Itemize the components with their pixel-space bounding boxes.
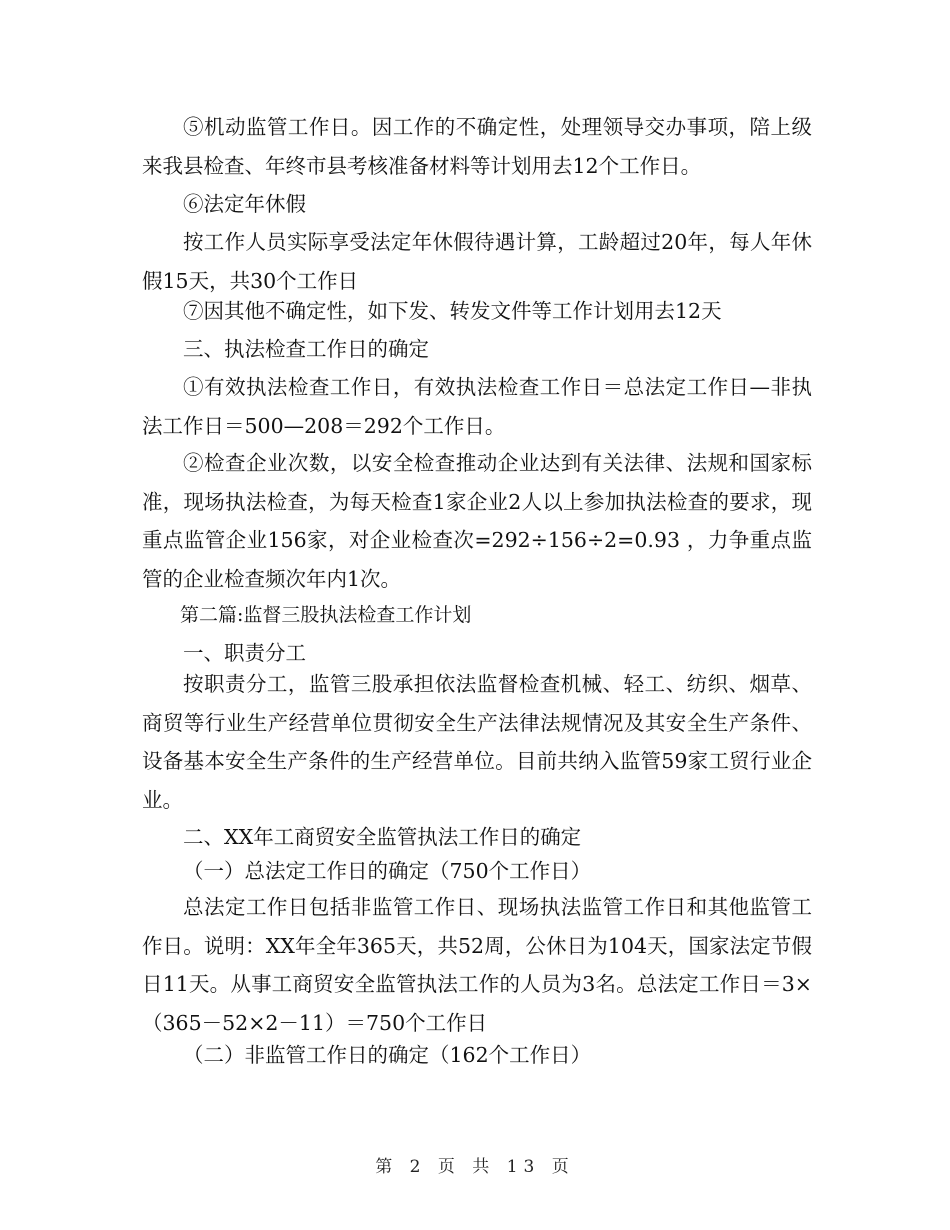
chapter-heading-second-article: 第二篇:监督三股执法检查工作计划 [180,604,472,626]
paragraph-effective-inspection-days: ①有效执法检查工作日，有效执法检查工作日＝总法定工作日—非执法工作日＝500—208＝292个工作日。 [142,375,812,438]
paragraph-inspection-count: ②检查企业次数，以安全检查推动企业达到有关法律、法规和国家标准，现场执法检查，为每天检查1家企业2人以上参加执法检查的要求，现重点监管企业156家，对企业检查次=292÷156÷2=0.93 ，力争重点监管的企业检查频次年内1次。 [142,451,812,591]
section-heading-workday-determination: 二、XX年工商贸安全监管执法工作日的确定 [183,825,582,849]
paragraph-annual-leave-detail: 按工作人员实际享受法定年休假待遇计算，工龄超过20年，每人年休假15天，共30个工作日 [142,230,812,293]
page-footer: 第 2 页 共 13 页 [375,1157,575,1177]
paragraph-other-uncertainty: ⑦因其他不确定性，如下发、转发文件等工作计划用去12天 [183,299,722,323]
section-heading-responsibilities: 一、职责分工 [183,641,306,665]
paragraph-mobile-supervision-days: ⑤机动监管工作日。因工作的不确定性，处理领导交办事项，陪上级来我县检查、年终市县考核准备材料等计划用去12个工作日。 [142,115,812,178]
paragraph-total-legal-workdays-detail: 总法定工作日包括非监管工作日、现场执法监管工作日和其他监管工作日。说明：XX年全年365天，共52周，公休日为104天，国家法定节假日11天。从事工商贸安全监管执法工作的人员为3名。总法定工作日＝3×（365－52×2－11）＝750个工作日 [142,895,812,1035]
paragraph-annual-leave-heading: ⑥法定年休假 [183,192,306,216]
subheading-total-legal-workdays: （一）总法定工作日的确定（750个工作日） [183,859,592,883]
section-heading-enforcement-days: 三、执法检查工作日的确定 [183,337,429,361]
subheading-non-supervision-workdays: （二）非监管工作日的确定（162个工作日） [183,1043,592,1067]
paragraph-responsibilities-detail: 按职责分工，监管三股承担依法监督检查机械、轻工、纺织、烟草、商贸等行业生产经营单位贯彻安全生产法律法规情况及其安全生产条件、设备基本安全生产条件的生产经营单位。目前共纳入监管59家工贸行业企业。 [142,672,812,812]
